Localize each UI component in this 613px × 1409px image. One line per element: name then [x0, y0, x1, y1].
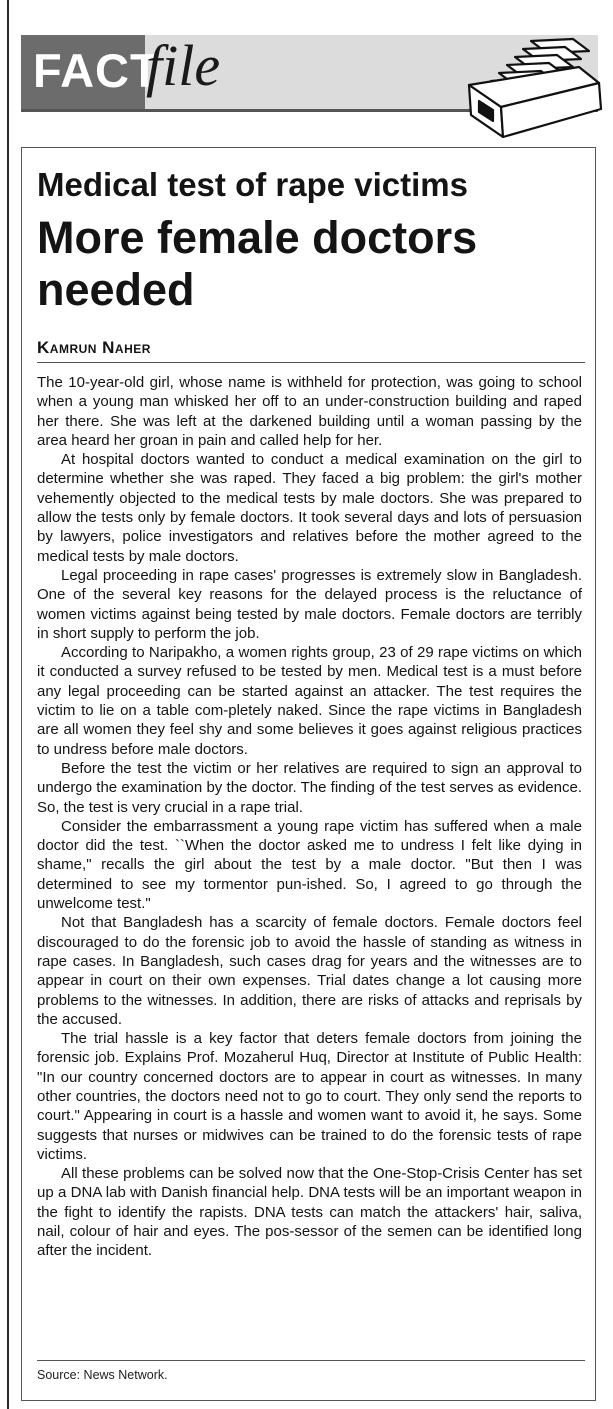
article-paragraph: According to Naripakho, a women rights group, 23 of 29 rape victims on which it conducted a survey refused to be tested by men. Medical test is a must before any legal proceeding can be started against an attacker. The test requires the victim to lie on a table com-pletely naked. Since the rape victims in Bangladesh are all women they feel shy and some believes it goes against religious practices to undress before male doctors. — [37, 644, 582, 758]
banner-file-text: file — [146, 33, 221, 98]
card-file-cabinet-icon — [461, 37, 611, 147]
page-left-rule — [7, 0, 9, 1409]
factfile-banner — [21, 35, 598, 111]
article-paragraph: Not that Bangladesh has a scarcity of female doctors. Female doctors feel discouraged to do the forensic job to avoid the hassle of standing as witness in rape cases. In Bangladesh, such cases drag for years and the witnesses are to appear in court on their own expenses. Trial dates change a lot causing more problems to the witnesses. In addition, there are risks of attacks and reprisals by the accused. — [37, 914, 582, 1028]
article-paragraph: The 10-year-old girl, whose name is withheld for protection, was going to school when a young man whisked her off to an under-construction building and raped her there. She was left at the darkened building until a woman passing by the area heard her groan in pain and called help for her. — [37, 374, 582, 449]
article-paragraph: Before the test the victim or her relatives are required to sign an approval to undergo the examination by the doctor. The finding of the test serves as evidence. So, the test is very crucial in a rape trial. — [37, 759, 582, 816]
article-byline: Kamrun Naher — [37, 338, 151, 357]
article-paragraph: All these problems can be solved now that the One-Stop-Crisis Center has set up a DNA lab with Danish financial help. DNA tests will be an important weapon in the fight to identify the rapists. DNA tests can match the attackers' hair, saliva, nail, colour of hair and eyes. The pos-sessor of the semen can be identified long after the incident. — [37, 1165, 582, 1260]
byline-divider — [37, 362, 585, 363]
source-divider — [37, 1360, 585, 1361]
banner-fact-text: FACT — [33, 44, 160, 97]
article-paragraph: Consider the embarrassment a young rape victim has suffered when a male doctor did the test. ``When the doctor asked me to undress I felt like dying in shame," recalls the girl about the test by a male doctor. "But then I was determined to see my tormentor pun-ished. So, I agreed to go through the unwelcome test." — [37, 817, 582, 913]
article-headline: More female doctors needed — [37, 212, 478, 315]
source-note: Source: News Network. — [37, 1368, 168, 1382]
article-paragraph: Legal proceeding in rape cases' progresses is extremely slow in Bangladesh. One of the several key reasons for the delayed process is the reluctance of women victims against being tested by male doctors. Female doctors are terribly in short supply to perform the job. — [37, 566, 582, 642]
article-kicker: Medical test of rape victims — [37, 166, 468, 203]
article-paragraph: The trial hassle is a key factor that deters female doctors from joining the forensic job. Explains Prof. Mozaherul Huq, Director at Institute of Public Health: "In our country concerned doctors are to appear in court as witnesses. In many other countries, the doctors need not to go to court. They only send the reports to court." Appearing in court is a hassle and women want to avoid it, he says. Some suggests that nurses or midwives can be trained to do the forensic tests of rape victims. — [37, 1030, 582, 1163]
article-paragraph: At hospital doctors wanted to conduct a medical examination on the girl to determine whether she was raped. They faced a big problem: the girl's mother vehemently objected to the medical tests by male doctors. She was prepared to allow the tests only by female doctors. It took several days and lots of persuasion by lawyers, police investigators and relatives before the mother agreed to the medical tests by male doctors. — [37, 451, 582, 565]
article-body — [37, 373, 582, 1261]
